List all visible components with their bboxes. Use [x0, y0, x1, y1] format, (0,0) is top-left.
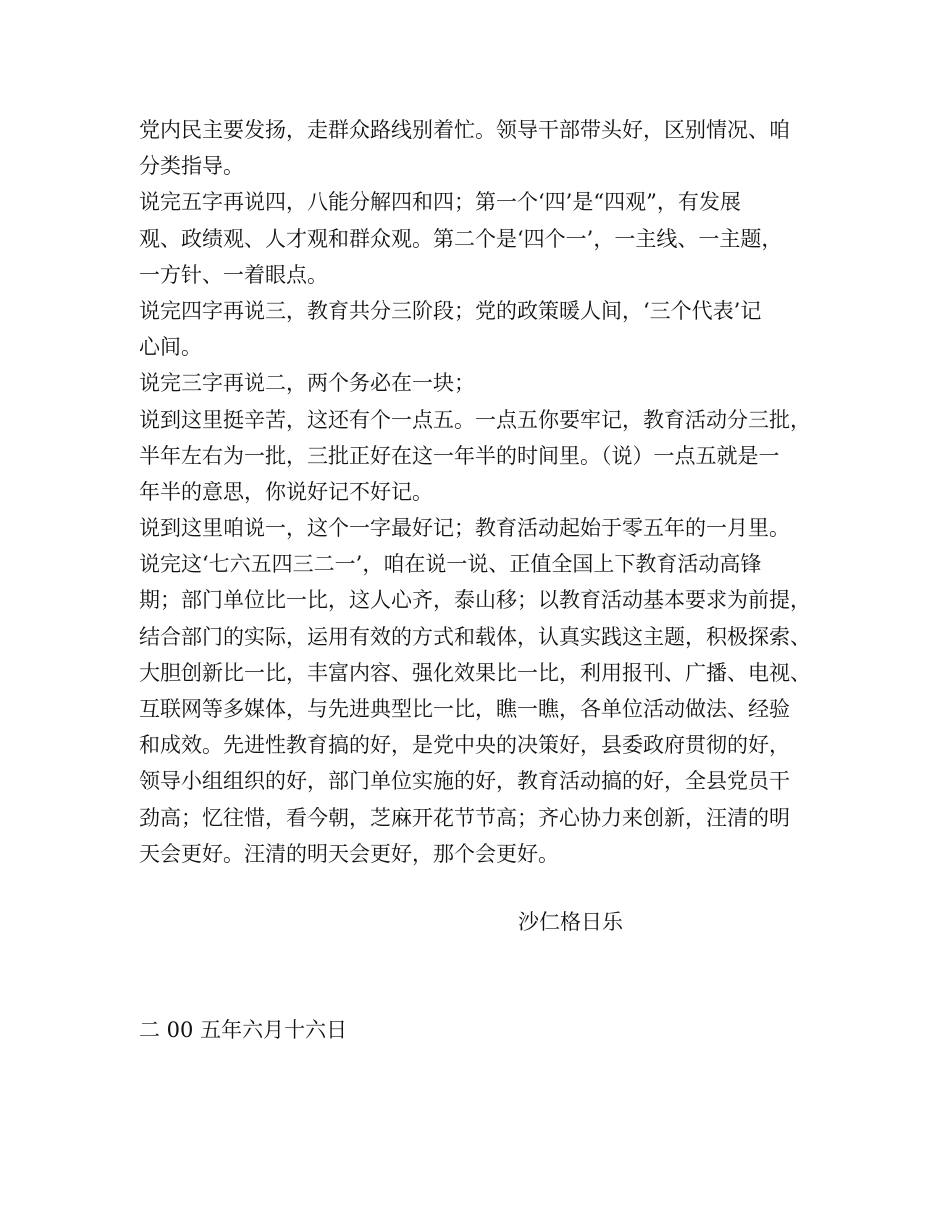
text-line: 半年左右为一批，三批正好在这一年半的时间里。（说）一点五就是一	[139, 443, 780, 468]
text-line: 心间。	[139, 335, 202, 360]
text-line: 说到这里咱说一，这个一字最好记；教育活动起始于零五年的一月里。	[139, 516, 790, 541]
text-line: 说完这‘七六五四三二一’，咱在说一说、正值全国上下教育活动高锋	[139, 552, 762, 577]
text-line: 大胆创新比一比，丰富内容、强化效果比一比，利用报刊、广播、电视、	[139, 660, 811, 685]
text-line: 说完三字再说二，两个务必在一块；	[139, 371, 475, 396]
body-text	[139, 112, 829, 872]
text-line: 说到这里挺辛苦，这还有个一点五。一点五你要牢记，教育活动分三批，	[139, 407, 811, 432]
text-line: 说完五字再说四，八能分解四和四；第一个‘四’是“四观”，有发展	[139, 190, 741, 215]
text-line: 一方针、一着眼点。	[139, 262, 328, 287]
text-line: 天会更好。汪清的明天会更好，那个会更好。	[139, 841, 559, 866]
document-date: 二 00 五年六月十六日	[139, 1018, 348, 1042]
text-line: 期；部门单位比一比，这人心齐，泰山移；以教育活动基本要求为前提，	[139, 588, 811, 613]
text-line: 劲高；忆往惜，看今朝，芝麻开花节节高；齐心协力来创新，汪清的明	[139, 805, 790, 830]
text-line: 说完四字再说三，教育共分三阶段；党的政策暖人间，‘三个代表’记	[139, 298, 762, 323]
author-signature: 沙仁格日乐	[518, 910, 623, 934]
text-line: 年半的意思，你说好记不好记。	[139, 479, 433, 504]
text-line: 互联网等多媒体，与先进典型比一比，瞧一瞧，各单位活动做法、经验	[139, 697, 790, 721]
text-line: 结合部门的实际，运用有效的方式和载体，认真实践这主题，积极探索、	[139, 624, 811, 649]
text-line: 领导小组组织的好，部门单位实施的好，教育活动搞的好，全县党员干	[139, 769, 790, 794]
text-line: 和成效。先进性教育搞的好，是党中央的决策好，县委政府贯彻的好，	[139, 733, 790, 758]
text-line: 分类指导。	[139, 154, 244, 179]
text-line: 党内民主要发扬，走群众路线别着忙。领导干部带头好，区别情况、咱	[139, 118, 790, 142]
text-line: 观、政绩观、人才观和群众观。第二个是‘四个一’，一主线、一主题，	[139, 226, 783, 251]
